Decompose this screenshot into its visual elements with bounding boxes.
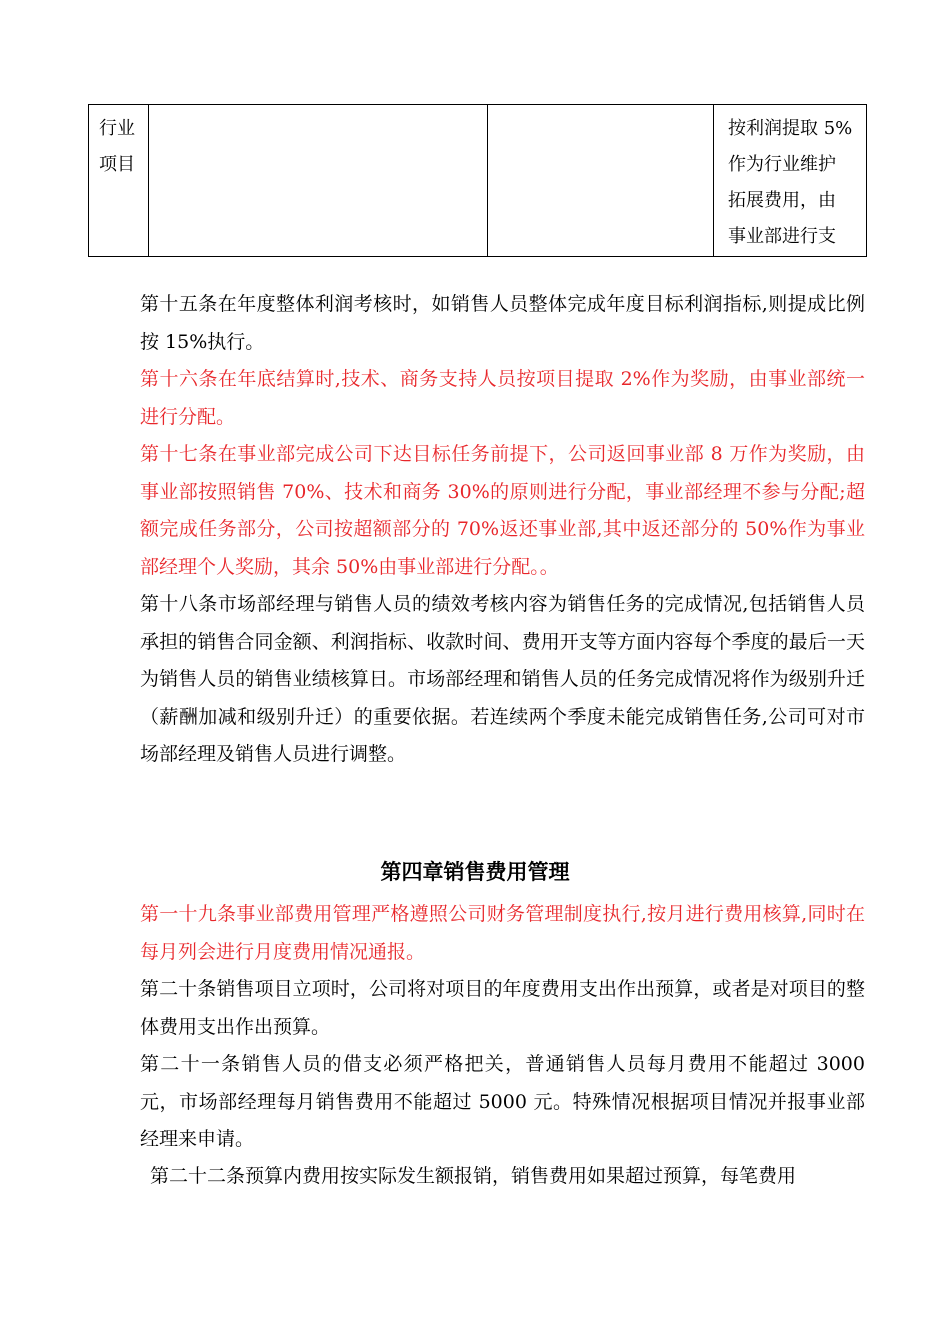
article-15: 第十五条在年度整体利润考核时，如销售人员整体完成年度目标利润指标,则提成比例按 15%执行。 — [140, 293, 865, 353]
cell-line: 行业 — [99, 118, 135, 139]
reward-table — [88, 104, 867, 257]
article-18: 第十八条市场部经理与销售人员的绩效考核内容为销售任务的完成情况,包括销售人员承担的销售合同金额、利润指标、收款时间、费用开支等方面内容每个季度的最后一天为销售人员的销售业绩核算日。市场部经理和销售人员的任务完成情况将作为级别升迁（薪酬加减和级别升迁）的重要依据。若连续两个季度未能完成销售任务,公司可对市场部经理及销售人员进行调整。 — [140, 593, 865, 765]
cell-line: 项目 — [99, 154, 135, 175]
table-cell-note — [714, 105, 867, 257]
cell-line: 拓展费用，由 — [728, 190, 836, 211]
table-row — [89, 105, 867, 257]
article-17: 第十七条在事业部完成公司下达目标任务前提下，公司返回事业部 8 万作为奖励，由事业部按照销售 70%、技术和商务 30%的原则进行分配，事业部经理不参与分配;超额完成任务部分，公司按超额部分的 70%返还事业部,其中返还部分的 50%作为事业部经理个人奖励，其余 50%由事业部进行分配。。 — [140, 443, 865, 578]
table-cell-category — [89, 105, 149, 257]
table-cell-empty — [149, 105, 488, 257]
chapter-title: 第四章销售费用管理 — [380, 859, 570, 884]
article-21: 第二十一条销售人员的借支必须严格把关，普通销售人员每月费用不能超过 3000 元，市场部经理每月销售费用不能超过 5000 元。特殊情况根据项目情况并报事业部经理来申请。 — [140, 1053, 865, 1150]
article-22: 第二十二条预算内费用按实际发生额报销，销售费用如果超过预算，每笔费用 — [150, 1165, 797, 1187]
article-20: 第二十条销售项目立项时，公司将对项目的年度费用支出作出预算，或者是对项目的整体费用支出作出预算。 — [140, 978, 865, 1038]
table-cell-empty — [488, 105, 714, 257]
cell-line: 作为行业维护 — [728, 154, 836, 175]
article-16: 第十六条在年底结算时,技术、商务支持人员按项目提取 2%作为奖励，由事业部统一进行分配。 — [140, 368, 865, 428]
cell-line: 事业部进行支 — [728, 226, 836, 247]
article-19: 第一十九条事业部费用管理严格遵照公司财务管理制度执行,按月进行费用核算,同时在每月列会进行月度费用情况通报。 — [140, 903, 865, 963]
cell-line: 按利润提取 5% — [728, 118, 853, 139]
